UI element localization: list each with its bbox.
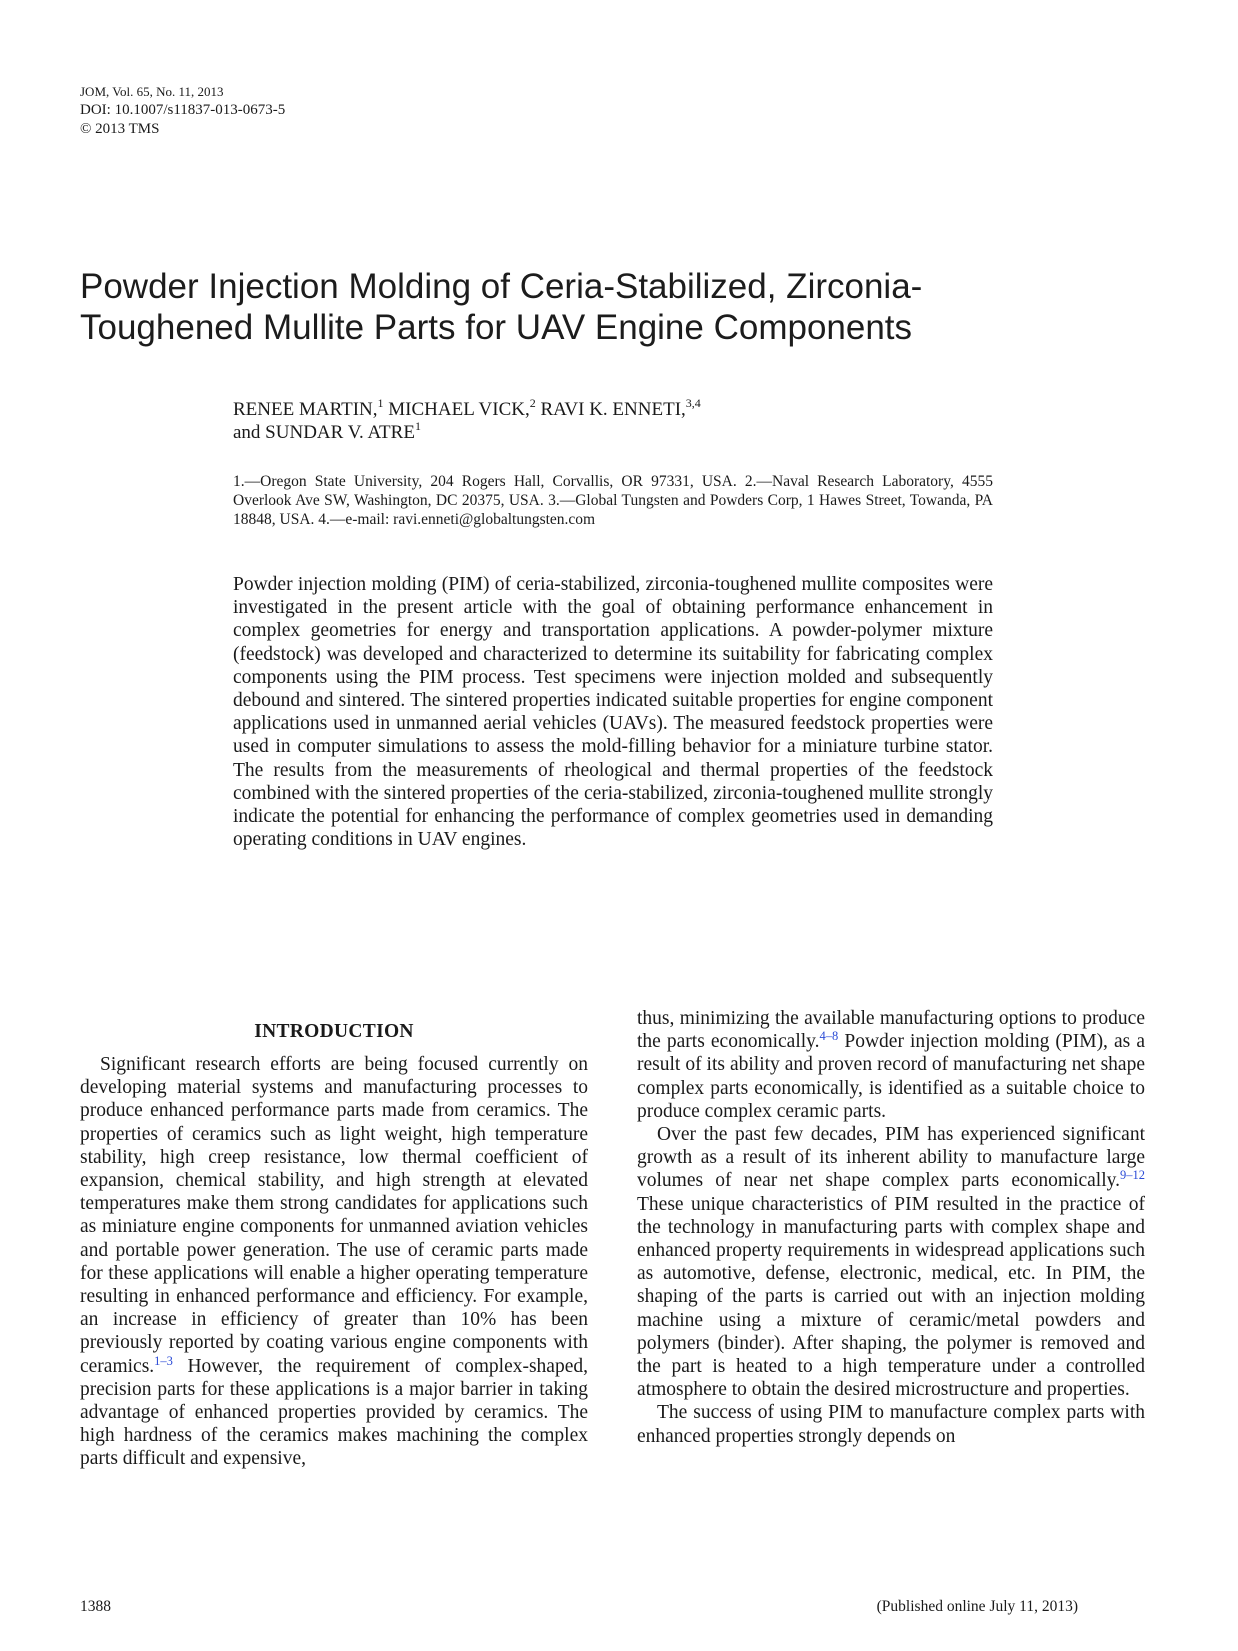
author-name: RENEE MARTIN, (233, 399, 378, 420)
intro-paragraph-3: The success of using PIM to manufacture complex parts with enhanced properties strongly depends on (637, 1402, 1145, 1447)
abstract: Powder injection molding (PIM) of ceria-stabilized, zirconia-toughened mullite composites were investigated in the present article with the goal of obtaining performance enhancement in complex geometries for energy and transportation applications. A powder-polymer mixture (feedstock) was developed and characterized to determine its suitability for fabricating complex components using the PIM process. Test specimens were injection molded and subsequently debound and sintered. The sintered properties indicated suitable properties for engine component applications used in unmanned aerial vehicles (UAVs). The measured feedstock properties were used in computer simulations to assess the mold-filling behavior for a miniature turbine stator. The results from the measurements of rheological and thermal properties of the feedstock combined with the sintered properties of the ceria-stabilized, zirconia-toughened mullite strongly indicate the potential for enhancing the performance of complex geometries used in demanding operating conditions in UAV engines. (233, 574, 993, 851)
column-left (80, 1008, 588, 1471)
intro-paragraph-2 (637, 1123, 1145, 1401)
author-list (233, 398, 701, 444)
section-heading-introduction: INTRODUCTION (254, 1021, 414, 1042)
paper-title: Powder Injection Molding of Ceria-Stabilized, Zirconia-Toughened Mullite Parts for UAV Engine Components (80, 267, 923, 347)
affiliations: 1.—Oregon State University, 204 Rogers Hall, Corvallis, OR 97331, USA. 2.—Naval Research Laboratory, 4555 Overlook Ave SW, Washington, DC 20375, USA. 3.—Global Tungsten and Powders Corp, 1 Hawes Street, Towanda, PA 18848, USA. 4.—e-mail: ravi.enneti@globaltungsten.com (233, 473, 993, 528)
paragraph-text: thus, minimizing the available manufacturing options to produce the parts economically. (637, 1008, 1145, 1053)
author-name: RAVI K. ENNETI, (540, 399, 686, 420)
paragraph-text: These unique characteristics of PIM resulted in the practice of the technology in manufacturing parts with complex shape and enhanced property requirements in widespread applications such as automotive, defense, electronic, medical, etc. In PIM, the shaping of the parts is carried out with an injection molding machine using a mixture of ceramic/metal powders and polymers (binder). After shaping, the polymer is removed and the part is heated to a high temperature under a controlled atmosphere to obtain the desired microstructure and properties. (637, 1193, 1145, 1401)
column-right (637, 1007, 1145, 1448)
citation-link[interactable]: 4–8 (819, 1029, 839, 1044)
author-name: MICHAEL VICK, (388, 399, 530, 420)
paragraph-text: However, the requirement of complex-shaped, precision parts for these applications is a major barrier in taking advantage of enhanced properties provided by ceramics. The high hardness of the ceramics makes machining the complex parts difficult and expensive, (80, 1355, 588, 1470)
copyright: © 2013 TMS (80, 121, 160, 137)
paragraph-text: Significant research efforts are being focused currently on developing material systems and manufacturing processes to produce enhanced performance parts made from ceramics. The properties of ceramics such as light weight, high temperature stability, high creep resistance, low thermal coefficient of expansion, chemical stability, and high strength at elevated temperatures make them strong candidates for applications such as miniature engine components for unmanned aviation vehicles and portable power generation. The use of ceramic parts made for these applications will enable a higher operating temperature resulting in enhanced performance and efficiency. For example, an increase in efficiency of greater than 10% has been previously reported by coating various engine components with ceramics. (80, 1054, 588, 1377)
intro-paragraph-1-continued (637, 1007, 1145, 1123)
citation-link[interactable]: 9–12 (1120, 1168, 1145, 1183)
journal-info (80, 82, 285, 139)
author-affiliation-mark: 1 (377, 396, 384, 410)
published-date: (Published online July 11, 2013) (876, 1598, 1078, 1615)
author-affiliation-mark: 1 (414, 419, 421, 433)
page-number: 1388 (80, 1598, 111, 1615)
paragraph-text: Powder injection molding (PIM), as a result of its ability and proven record of manufacturing net shape complex parts economically, is identified as a suitable choice to produce complex ceramic parts. (637, 1031, 1145, 1122)
citation-link[interactable]: 1–3 (154, 1353, 173, 1368)
doi: DOI: 10.1007/s11837-013-0673-5 (80, 102, 286, 118)
intro-paragraph-1 (80, 1053, 588, 1471)
paragraph-text: Over the past few decades, PIM has experienced significant growth as a result of its inherent ability to manufacture large volumes of near net shape complex parts economically. (637, 1124, 1145, 1192)
author-affiliation-mark: 3,4 (685, 396, 701, 410)
author-name: and SUNDAR V. ATRE (233, 422, 415, 443)
journal-citation: JOM, Vol. 65, No. 11, 2013 (80, 84, 224, 99)
author-affiliation-mark: 2 (529, 396, 536, 410)
